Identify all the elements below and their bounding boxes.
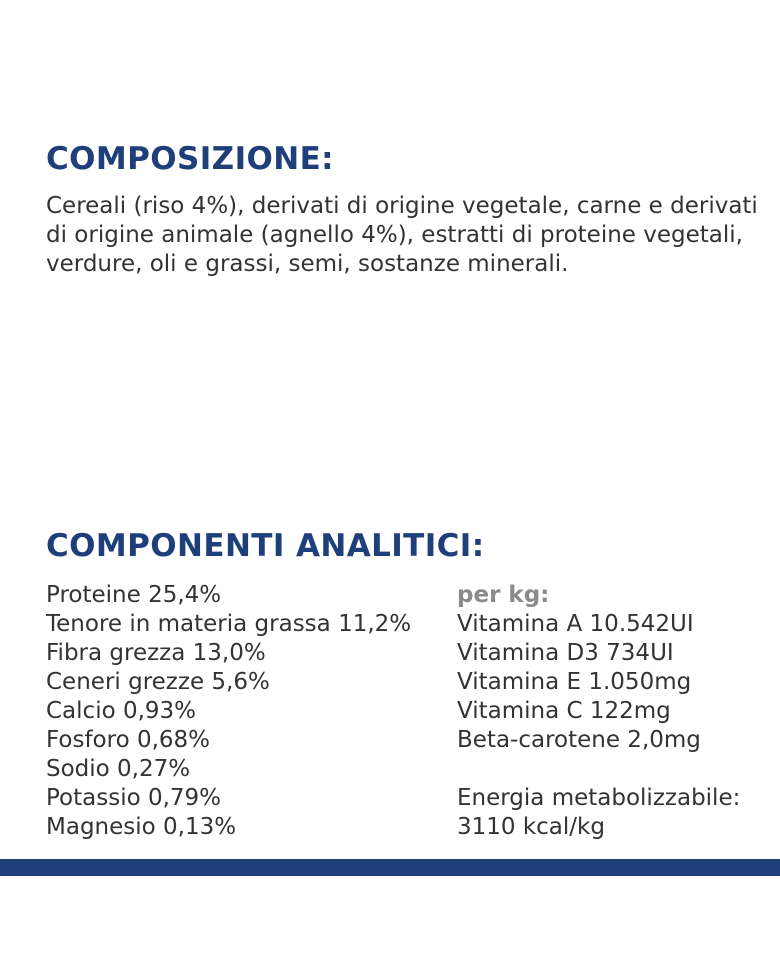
list-item: Sodio 0,27% <box>46 756 191 782</box>
additives-list <box>457 581 740 842</box>
list-item: Ceneri grezze 5,6% <box>46 669 270 695</box>
list-item: Calcio 0,93% <box>46 698 197 724</box>
list-item: Proteine 25,4% <box>46 582 222 608</box>
list-item: Fosforo 0,68% <box>46 727 211 753</box>
analytical-components-list <box>46 581 411 842</box>
list-item: Vitamina A 10.542UI <box>457 611 694 637</box>
analytical-components-heading: COMPONENTI ANALITICI: <box>46 528 485 564</box>
composition-text: Cereali (riso 4%), derivati di origine vegetale, carne e derivati di origine animale (agnello 4%), estratti di proteine vegetali, verdure, oli e grassi, semi, sostanze minerali. <box>46 193 758 277</box>
list-item: Vitamina E 1.050mg <box>457 669 692 695</box>
list-item: Tenore in materia grassa 11,2% <box>46 611 412 637</box>
list-item: Vitamina C 122mg <box>457 698 671 724</box>
composition-heading: COMPOSIZIONE: <box>46 141 334 177</box>
list-item: Fibra grezza 13,0% <box>46 640 266 666</box>
list-item: Potassio 0,79% <box>46 785 222 811</box>
energy-value: 3110 kcal/kg <box>457 814 605 840</box>
energy-label: Energia metabolizzabile: <box>457 785 741 811</box>
spacer <box>457 755 740 784</box>
per-kg-subheading: per kg: <box>457 582 550 608</box>
list-item: Vitamina D3 734UI <box>457 640 674 666</box>
list-item: Beta-carotene 2,0mg <box>457 727 701 753</box>
list-item: Magnesio 0,13% <box>46 814 237 840</box>
bottom-accent-bar <box>0 859 780 876</box>
